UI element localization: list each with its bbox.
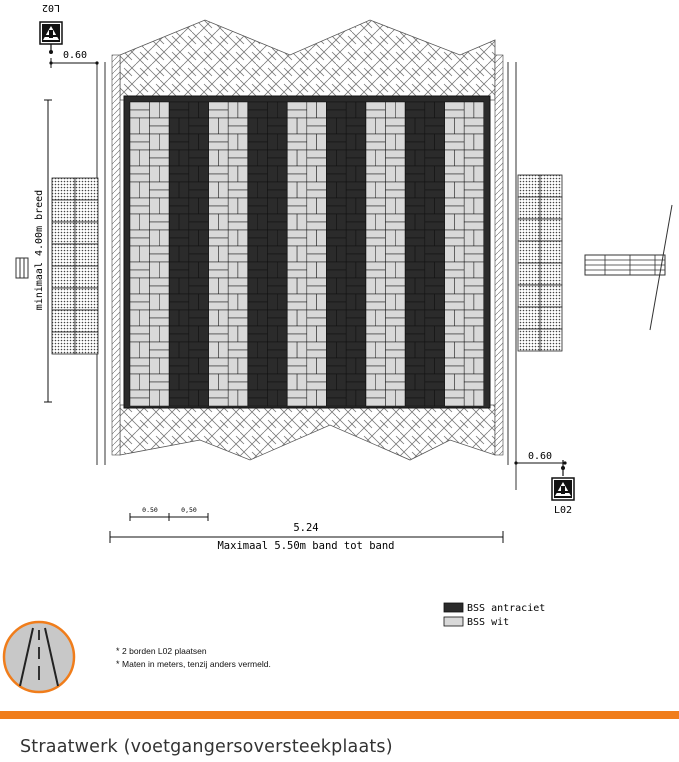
stripe-light	[366, 102, 405, 406]
dim-width-line	[44, 100, 52, 402]
stripe-dark	[248, 102, 287, 406]
dim-offset-top-label: 0.60	[62, 50, 88, 61]
page-title: Straatwerk (voetgangersoversteekplaats)	[20, 737, 393, 757]
stripe-light	[130, 102, 169, 406]
stripe-dark	[405, 102, 444, 406]
road-icon	[2, 620, 76, 694]
tactile-tiles-right	[518, 175, 562, 351]
dim-small-1: 0.50	[142, 506, 158, 514]
legend-label-dark: BSS antraciet	[467, 603, 546, 614]
note-units: * Maten in meters, tenzij anders vermeld.	[116, 659, 271, 669]
tactile-marker-left	[16, 258, 28, 278]
sign-l02-top	[40, 22, 62, 54]
dim-width-label: minimaal 4.00m breed	[34, 189, 45, 311]
dim-small-2: 0,50	[181, 506, 197, 514]
dim-max-label: Maximaal 5.50m band tot band	[217, 540, 395, 552]
curb-left	[112, 55, 120, 455]
dim-total-label: 5.24	[293, 522, 319, 534]
sign-l02-bottom	[552, 460, 574, 500]
legend	[444, 603, 463, 626]
curb-right	[495, 55, 503, 455]
legend-label-light: BSS wit	[467, 617, 510, 628]
stripe-light	[445, 102, 484, 406]
road-herringbone-bottom	[120, 405, 495, 460]
note-signs: * 2 borden L02 plaatsen	[116, 646, 207, 656]
sign-code-top: L02	[41, 2, 61, 13]
sign-code-bottom: L02	[553, 505, 573, 516]
road-herringbone-top	[120, 20, 495, 100]
dim-offset-bottom-label: 0.60	[527, 451, 553, 462]
tactile-strip-right	[585, 205, 672, 330]
legend-swatch-dark	[444, 603, 463, 612]
footer-accent-bar	[0, 711, 679, 719]
dim-small	[130, 513, 208, 521]
stripe-light	[209, 102, 248, 406]
stripe-dark	[169, 102, 208, 406]
tactile-tiles-left	[52, 178, 98, 354]
crossing-paving	[124, 96, 490, 408]
stripe-light	[287, 102, 326, 406]
legend-swatch-light	[444, 617, 463, 626]
stripe-dark	[327, 102, 366, 406]
